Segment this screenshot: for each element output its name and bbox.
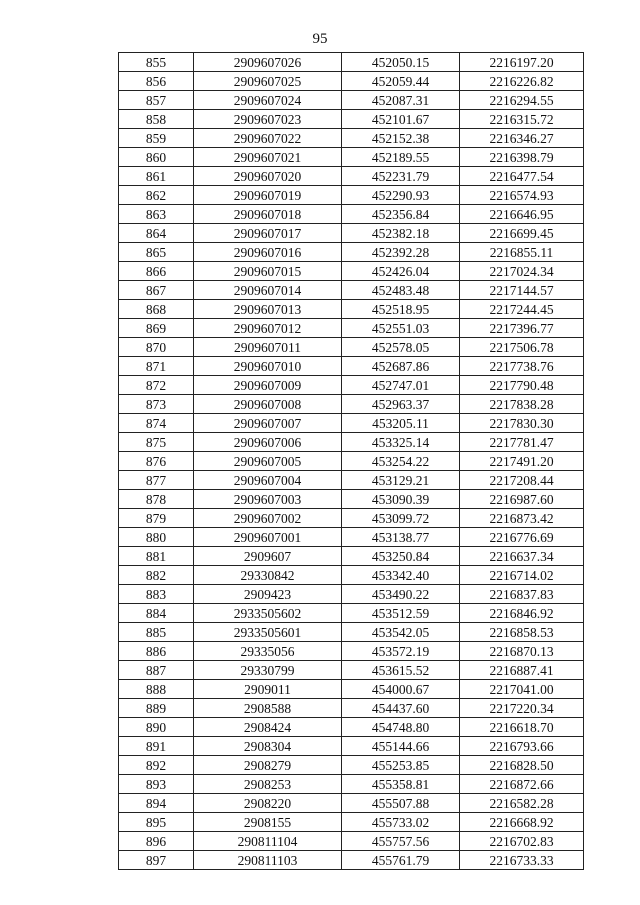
y-coordinate-cell: 2216870.13 xyxy=(460,642,584,661)
point-id-cell: 2909607024 xyxy=(194,91,342,110)
x-coordinate-cell: 455733.02 xyxy=(342,813,460,832)
row-number-cell: 874 xyxy=(119,414,194,433)
x-coordinate-cell: 452087.31 xyxy=(342,91,460,110)
table-row xyxy=(119,528,584,547)
table-row xyxy=(119,338,584,357)
point-id-cell: 2909607005 xyxy=(194,452,342,471)
row-number-cell: 878 xyxy=(119,490,194,509)
x-coordinate-cell: 452483.48 xyxy=(342,281,460,300)
point-id-cell: 2909607020 xyxy=(194,167,342,186)
table-row xyxy=(119,699,584,718)
point-id-cell: 2908424 xyxy=(194,718,342,737)
point-id-cell: 2933505601 xyxy=(194,623,342,642)
point-id-cell: 2908155 xyxy=(194,813,342,832)
row-number-cell: 866 xyxy=(119,262,194,281)
y-coordinate-cell: 2217838.28 xyxy=(460,395,584,414)
table-row xyxy=(119,224,584,243)
table-row xyxy=(119,756,584,775)
x-coordinate-cell: 452426.04 xyxy=(342,262,460,281)
y-coordinate-cell: 2216837.83 xyxy=(460,585,584,604)
row-number-cell: 872 xyxy=(119,376,194,395)
y-coordinate-cell: 2217220.34 xyxy=(460,699,584,718)
y-coordinate-cell: 2217491.20 xyxy=(460,452,584,471)
row-number-cell: 881 xyxy=(119,547,194,566)
point-id-cell: 2909607025 xyxy=(194,72,342,91)
row-number-cell: 859 xyxy=(119,129,194,148)
table-row xyxy=(119,680,584,699)
row-number-cell: 867 xyxy=(119,281,194,300)
y-coordinate-cell: 2217244.45 xyxy=(460,300,584,319)
row-number-cell: 861 xyxy=(119,167,194,186)
y-coordinate-cell: 2216872.66 xyxy=(460,775,584,794)
row-number-cell: 893 xyxy=(119,775,194,794)
point-id-cell: 290811103 xyxy=(194,851,342,870)
x-coordinate-cell: 453250.84 xyxy=(342,547,460,566)
row-number-cell: 855 xyxy=(119,53,194,72)
table-row xyxy=(119,585,584,604)
point-id-cell: 2909607004 xyxy=(194,471,342,490)
row-number-cell: 857 xyxy=(119,91,194,110)
point-id-cell: 2909607017 xyxy=(194,224,342,243)
point-id-cell: 2909607011 xyxy=(194,338,342,357)
x-coordinate-cell: 453342.40 xyxy=(342,566,460,585)
point-id-cell: 290811104 xyxy=(194,832,342,851)
row-number-cell: 870 xyxy=(119,338,194,357)
y-coordinate-cell: 2216887.41 xyxy=(460,661,584,680)
point-id-cell: 2909011 xyxy=(194,680,342,699)
x-coordinate-cell: 455761.79 xyxy=(342,851,460,870)
x-coordinate-cell: 452578.05 xyxy=(342,338,460,357)
point-id-cell: 2909607 xyxy=(194,547,342,566)
y-coordinate-cell: 2216574.93 xyxy=(460,186,584,205)
page-number: 95 xyxy=(312,31,328,47)
point-id-cell: 2909607026 xyxy=(194,53,342,72)
table-row xyxy=(119,300,584,319)
x-coordinate-cell: 452518.95 xyxy=(342,300,460,319)
x-coordinate-cell: 452059.44 xyxy=(342,72,460,91)
x-coordinate-cell: 453129.21 xyxy=(342,471,460,490)
row-number-cell: 892 xyxy=(119,756,194,775)
row-number-cell: 884 xyxy=(119,604,194,623)
point-id-cell: 2908253 xyxy=(194,775,342,794)
row-number-cell: 889 xyxy=(119,699,194,718)
point-id-cell: 2909423 xyxy=(194,585,342,604)
x-coordinate-cell: 453490.22 xyxy=(342,585,460,604)
y-coordinate-cell: 2216618.70 xyxy=(460,718,584,737)
x-coordinate-cell: 454748.80 xyxy=(342,718,460,737)
point-id-cell: 2909607009 xyxy=(194,376,342,395)
y-coordinate-cell: 2216346.27 xyxy=(460,129,584,148)
table-row xyxy=(119,205,584,224)
x-coordinate-cell: 453615.52 xyxy=(342,661,460,680)
point-id-cell: 2909607021 xyxy=(194,148,342,167)
row-number-cell: 890 xyxy=(119,718,194,737)
row-number-cell: 863 xyxy=(119,205,194,224)
x-coordinate-cell: 452290.93 xyxy=(342,186,460,205)
table-row xyxy=(119,509,584,528)
table-row xyxy=(119,167,584,186)
row-number-cell: 897 xyxy=(119,851,194,870)
x-coordinate-cell: 452152.38 xyxy=(342,129,460,148)
y-coordinate-cell: 2216793.66 xyxy=(460,737,584,756)
table-row xyxy=(119,851,584,870)
x-coordinate-cell: 452050.15 xyxy=(342,53,460,72)
y-coordinate-cell: 2216855.11 xyxy=(460,243,584,262)
table-row xyxy=(119,775,584,794)
x-coordinate-cell: 455757.56 xyxy=(342,832,460,851)
coordinates-table xyxy=(118,52,584,870)
x-coordinate-cell: 455507.88 xyxy=(342,794,460,813)
point-id-cell: 2933505602 xyxy=(194,604,342,623)
table-row xyxy=(119,623,584,642)
point-id-cell: 2909607023 xyxy=(194,110,342,129)
table-row xyxy=(119,91,584,110)
row-number-cell: 860 xyxy=(119,148,194,167)
x-coordinate-cell: 452189.55 xyxy=(342,148,460,167)
point-id-cell: 2908304 xyxy=(194,737,342,756)
y-coordinate-cell: 2217144.57 xyxy=(460,281,584,300)
point-id-cell: 2909607019 xyxy=(194,186,342,205)
x-coordinate-cell: 453090.39 xyxy=(342,490,460,509)
table-row xyxy=(119,547,584,566)
row-number-cell: 858 xyxy=(119,110,194,129)
table-row xyxy=(119,794,584,813)
x-coordinate-cell: 455358.81 xyxy=(342,775,460,794)
x-coordinate-cell: 453138.77 xyxy=(342,528,460,547)
y-coordinate-cell: 2217041.00 xyxy=(460,680,584,699)
y-coordinate-cell: 2216776.69 xyxy=(460,528,584,547)
point-id-cell: 2908588 xyxy=(194,699,342,718)
row-number-cell: 886 xyxy=(119,642,194,661)
x-coordinate-cell: 452382.18 xyxy=(342,224,460,243)
row-number-cell: 895 xyxy=(119,813,194,832)
row-number-cell: 887 xyxy=(119,661,194,680)
table-row xyxy=(119,737,584,756)
x-coordinate-cell: 453325.14 xyxy=(342,433,460,452)
table-row xyxy=(119,566,584,585)
table-row xyxy=(119,832,584,851)
y-coordinate-cell: 2217024.34 xyxy=(460,262,584,281)
row-number-cell: 888 xyxy=(119,680,194,699)
x-coordinate-cell: 452101.67 xyxy=(342,110,460,129)
row-number-cell: 869 xyxy=(119,319,194,338)
x-coordinate-cell: 453205.11 xyxy=(342,414,460,433)
y-coordinate-cell: 2216315.72 xyxy=(460,110,584,129)
row-number-cell: 891 xyxy=(119,737,194,756)
point-id-cell: 2909607022 xyxy=(194,129,342,148)
point-id-cell: 2909607018 xyxy=(194,205,342,224)
point-id-cell: 2909607003 xyxy=(194,490,342,509)
y-coordinate-cell: 2217830.30 xyxy=(460,414,584,433)
point-id-cell: 2909607015 xyxy=(194,262,342,281)
point-id-cell: 2909607013 xyxy=(194,300,342,319)
row-number-cell: 882 xyxy=(119,566,194,585)
x-coordinate-cell: 453099.72 xyxy=(342,509,460,528)
y-coordinate-cell: 2216226.82 xyxy=(460,72,584,91)
table-row xyxy=(119,376,584,395)
table-row xyxy=(119,813,584,832)
x-coordinate-cell: 452231.79 xyxy=(342,167,460,186)
y-coordinate-cell: 2217208.44 xyxy=(460,471,584,490)
y-coordinate-cell: 2216197.20 xyxy=(460,53,584,72)
table-row xyxy=(119,490,584,509)
row-number-cell: 865 xyxy=(119,243,194,262)
point-id-cell: 2909607006 xyxy=(194,433,342,452)
y-coordinate-cell: 2216477.54 xyxy=(460,167,584,186)
table-row xyxy=(119,53,584,72)
table-row xyxy=(119,186,584,205)
y-coordinate-cell: 2216582.28 xyxy=(460,794,584,813)
table-row xyxy=(119,642,584,661)
table-row xyxy=(119,262,584,281)
row-number-cell: 883 xyxy=(119,585,194,604)
row-number-cell: 894 xyxy=(119,794,194,813)
table-row xyxy=(119,129,584,148)
point-id-cell: 2909607010 xyxy=(194,357,342,376)
table-row xyxy=(119,357,584,376)
row-number-cell: 885 xyxy=(119,623,194,642)
table-row xyxy=(119,433,584,452)
x-coordinate-cell: 452687.86 xyxy=(342,357,460,376)
table-row xyxy=(119,72,584,91)
y-coordinate-cell: 2216987.60 xyxy=(460,490,584,509)
row-number-cell: 868 xyxy=(119,300,194,319)
table-row xyxy=(119,319,584,338)
row-number-cell: 856 xyxy=(119,72,194,91)
y-coordinate-cell: 2216873.42 xyxy=(460,509,584,528)
x-coordinate-cell: 453542.05 xyxy=(342,623,460,642)
point-id-cell: 2909607001 xyxy=(194,528,342,547)
row-number-cell: 873 xyxy=(119,395,194,414)
point-id-cell: 2909607007 xyxy=(194,414,342,433)
row-number-cell: 875 xyxy=(119,433,194,452)
row-number-cell: 871 xyxy=(119,357,194,376)
table-row xyxy=(119,661,584,680)
table-row xyxy=(119,414,584,433)
point-id-cell: 2909607008 xyxy=(194,395,342,414)
y-coordinate-cell: 2217506.78 xyxy=(460,338,584,357)
table-row xyxy=(119,452,584,471)
x-coordinate-cell: 455253.85 xyxy=(342,756,460,775)
row-number-cell: 862 xyxy=(119,186,194,205)
table-row xyxy=(119,243,584,262)
y-coordinate-cell: 2216714.02 xyxy=(460,566,584,585)
y-coordinate-cell: 2217738.76 xyxy=(460,357,584,376)
point-id-cell: 2909607014 xyxy=(194,281,342,300)
row-number-cell: 896 xyxy=(119,832,194,851)
point-id-cell: 2909607016 xyxy=(194,243,342,262)
y-coordinate-cell: 2216668.92 xyxy=(460,813,584,832)
point-id-cell: 2909607012 xyxy=(194,319,342,338)
y-coordinate-cell: 2216699.45 xyxy=(460,224,584,243)
x-coordinate-cell: 452392.28 xyxy=(342,243,460,262)
table-row xyxy=(119,604,584,623)
y-coordinate-cell: 2216702.83 xyxy=(460,832,584,851)
x-coordinate-cell: 452747.01 xyxy=(342,376,460,395)
table-row xyxy=(119,148,584,167)
x-coordinate-cell: 453572.19 xyxy=(342,642,460,661)
row-number-cell: 864 xyxy=(119,224,194,243)
table-row xyxy=(119,281,584,300)
x-coordinate-cell: 452551.03 xyxy=(342,319,460,338)
point-id-cell: 29330842 xyxy=(194,566,342,585)
point-id-cell: 2908279 xyxy=(194,756,342,775)
y-coordinate-cell: 2216646.95 xyxy=(460,205,584,224)
point-id-cell: 29330799 xyxy=(194,661,342,680)
y-coordinate-cell: 2217781.47 xyxy=(460,433,584,452)
table-row xyxy=(119,110,584,129)
y-coordinate-cell: 2216858.53 xyxy=(460,623,584,642)
x-coordinate-cell: 454000.67 xyxy=(342,680,460,699)
y-coordinate-cell: 2217396.77 xyxy=(460,319,584,338)
y-coordinate-cell: 2216637.34 xyxy=(460,547,584,566)
point-id-cell: 2909607002 xyxy=(194,509,342,528)
y-coordinate-cell: 2216828.50 xyxy=(460,756,584,775)
x-coordinate-cell: 453512.59 xyxy=(342,604,460,623)
table-row xyxy=(119,395,584,414)
table-row xyxy=(119,718,584,737)
y-coordinate-cell: 2216294.55 xyxy=(460,91,584,110)
x-coordinate-cell: 454437.60 xyxy=(342,699,460,718)
y-coordinate-cell: 2216733.33 xyxy=(460,851,584,870)
row-number-cell: 877 xyxy=(119,471,194,490)
row-number-cell: 879 xyxy=(119,509,194,528)
x-coordinate-cell: 453254.22 xyxy=(342,452,460,471)
row-number-cell: 876 xyxy=(119,452,194,471)
x-coordinate-cell: 452356.84 xyxy=(342,205,460,224)
point-id-cell: 2908220 xyxy=(194,794,342,813)
y-coordinate-cell: 2217790.48 xyxy=(460,376,584,395)
table-row xyxy=(119,471,584,490)
row-number-cell: 880 xyxy=(119,528,194,547)
y-coordinate-cell: 2216846.92 xyxy=(460,604,584,623)
x-coordinate-cell: 452963.37 xyxy=(342,395,460,414)
point-id-cell: 29335056 xyxy=(194,642,342,661)
x-coordinate-cell: 455144.66 xyxy=(342,737,460,756)
y-coordinate-cell: 2216398.79 xyxy=(460,148,584,167)
